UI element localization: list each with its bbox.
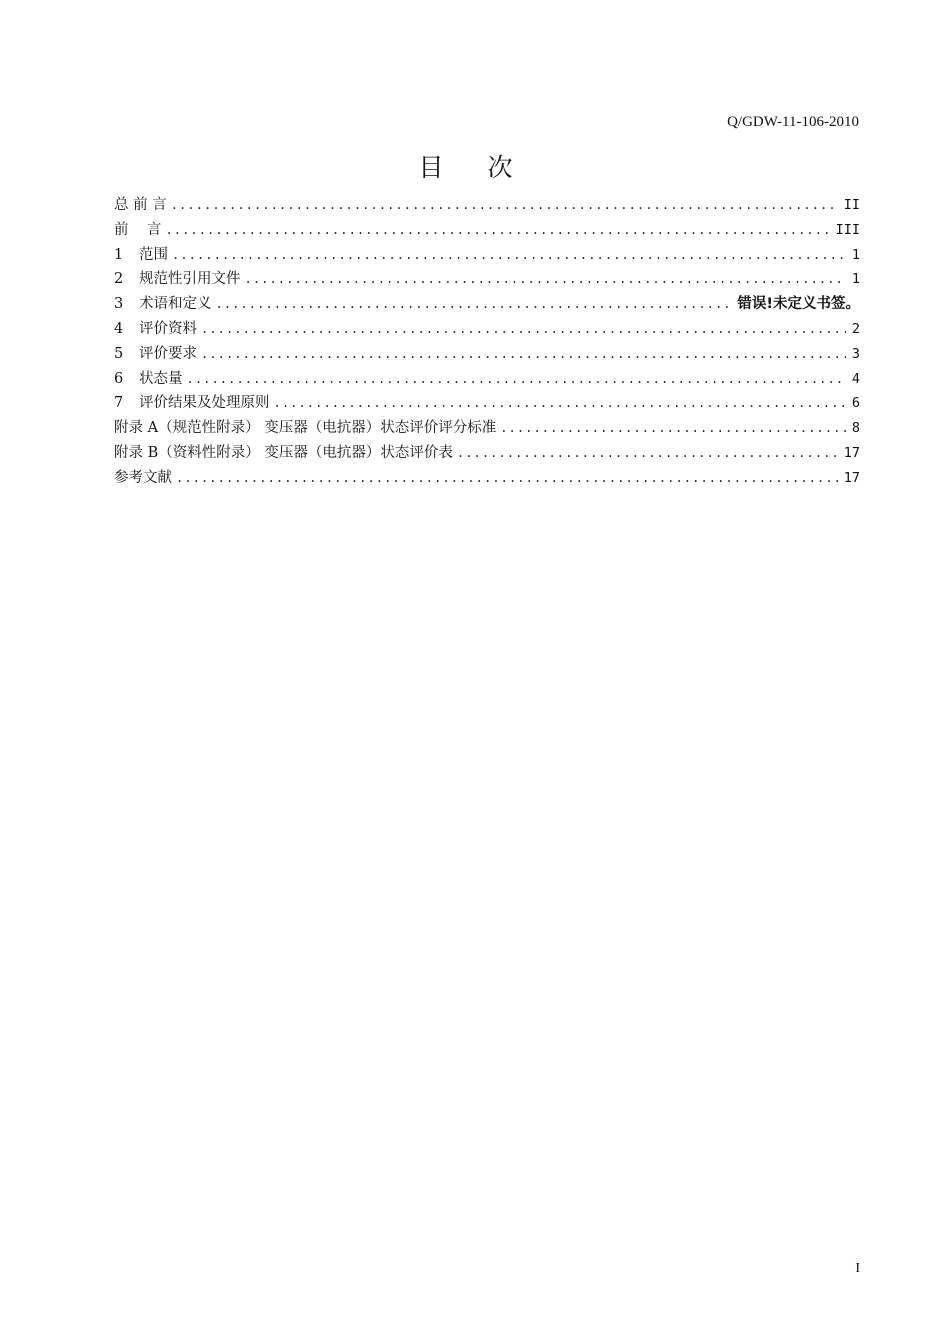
toc-entry-number: 7 [114,395,124,412]
toc-entry-label: 前 言 [114,221,162,238]
toc-entry-label: 规范性引用文件 [139,271,241,288]
toc-entry-number: 1 [114,246,124,263]
toc-entry-page: 1 [851,271,860,288]
document-code: Q/GDW-11-106-2010 [727,114,859,130]
toc-entry-page: II [843,197,860,213]
toc-entry-page: 3 [851,345,860,362]
toc-entry-page: III [835,221,860,238]
toc-leader-dots [172,248,846,262]
toc-leader-dots [457,446,838,460]
toc-entry-page: 2 [851,320,860,337]
toc-entry-label: 术语和定义 [139,296,212,313]
toc-entry-normative-references[interactable] [114,267,860,292]
page-title: 目次 [418,153,557,182]
toc-entry-page: 4 [851,370,860,387]
toc-entry-page-error: 错误!未定义书签。 [737,296,860,313]
toc-entry-appendix-b[interactable] [114,441,860,466]
toc-entry-scope[interactable] [114,243,860,268]
toc-entry-general-foreword[interactable] [114,193,860,218]
toc-entry-label: 附录 B（资料性附录） 变压器（电抗器）状态评价表 [114,444,453,461]
toc-entry-results-principles[interactable] [114,391,860,416]
toc-leader-dots [171,198,838,212]
toc-entry-label: 参考文献 [114,469,172,486]
toc-entry-page: 8 [851,420,860,437]
toc-leader-dots [216,297,732,311]
toc-leader-dots [176,471,838,485]
toc-entry-foreword[interactable] [114,218,860,243]
toc-leader-dots [500,421,846,435]
toc-entry-terms-definitions[interactable] [114,292,860,317]
toc-entry-label: 评价要求 [139,345,197,362]
toc-entry-number: 3 [114,296,124,313]
toc-entry-evaluation-requirements[interactable] [114,342,860,367]
toc-entry-bibliography[interactable] [114,466,860,491]
toc-entry-number: 4 [114,320,124,337]
table-of-contents [114,193,860,491]
toc-entry-label: 附录 A（规范性附录） 变压器（电抗器）状态评价评分标准 [114,420,497,437]
toc-leader-dots [201,322,846,336]
toc-entry-appendix-a[interactable] [114,416,860,441]
toc-leader-dots [165,223,829,237]
toc-entry-page: 6 [851,395,860,412]
toc-leader-dots [245,272,846,286]
toc-entry-label: 状态量 [139,370,183,387]
toc-entry-state-quantities[interactable] [114,367,860,392]
toc-entry-evaluation-data[interactable] [114,317,860,342]
toc-leader-dots [274,396,846,410]
toc-entry-page: 1 [851,246,860,263]
toc-entry-label: 评价资料 [139,320,197,337]
toc-entry-label: 总 前 言 [114,197,167,213]
toc-entry-label: 范围 [139,246,168,263]
toc-entry-number: 2 [114,271,124,288]
toc-entry-number: 6 [114,370,124,387]
toc-leader-dots [187,372,846,386]
page-number: I [855,1261,860,1276]
toc-leader-dots [201,347,846,361]
toc-entry-number: 5 [114,345,124,362]
toc-entry-label: 评价结果及处理原则 [139,395,270,412]
toc-entry-page: 17 [843,469,860,486]
toc-entry-page: 17 [843,444,860,461]
